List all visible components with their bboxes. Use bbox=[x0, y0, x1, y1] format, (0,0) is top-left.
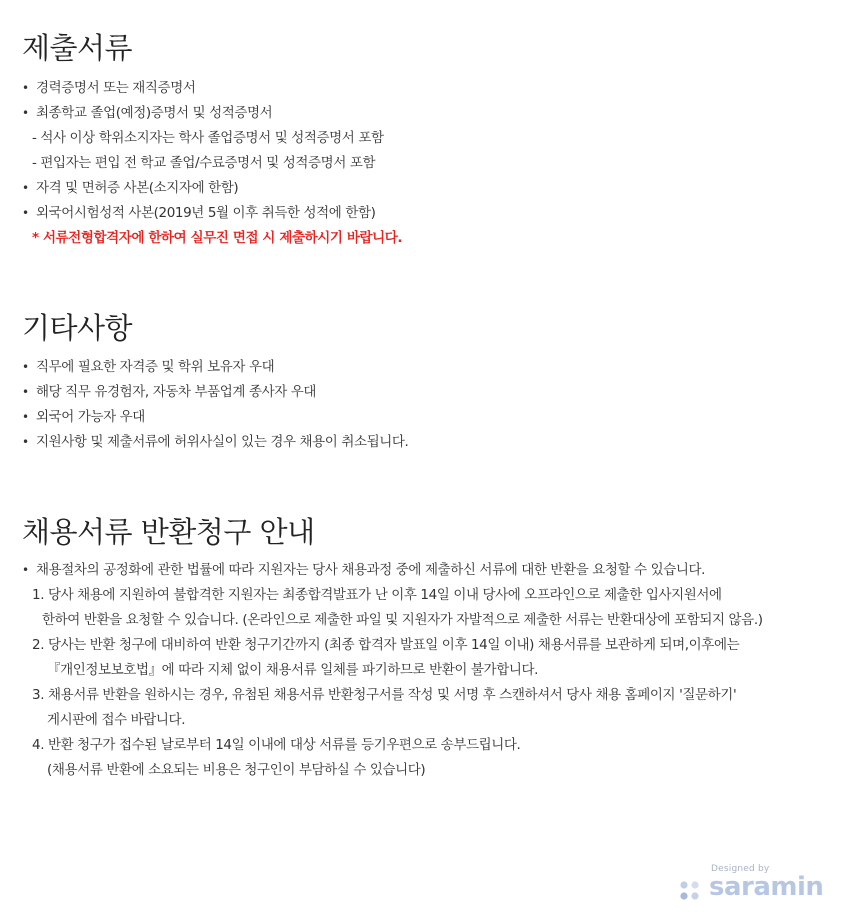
documents-list bbox=[22, 76, 852, 251]
etc-section bbox=[22, 310, 852, 455]
numbered-item-continuation: 『개인정보보호법』에 따라 지체 없이 채용서류 일체를 파기하므로 반환이 불가합니다. bbox=[47, 662, 539, 678]
numbered-item-continuation: (채용서류 반환에 소요되는 비용은 청구인이 부담하실 수 있습니다) bbox=[47, 762, 426, 778]
documents-section bbox=[22, 30, 852, 251]
bullet-icon: • bbox=[22, 410, 29, 424]
list-item: • 자격 및 면허증 사본(소지자에 한함) bbox=[22, 176, 852, 201]
numbered-item-continuation: 한하여 반환을 요청할 수 있습니다. (온라인으로 제출한 파일 및 지원자가 자발적으로 제출한 서류는 반환대상에 포함되지 않음.) bbox=[42, 612, 763, 628]
list-subitem: - 편입자는 편입 전 학교 졸업/수료증명서 및 성적증명서 포함 bbox=[32, 155, 376, 171]
numbered-item-continuation: 게시판에 접수 바랍니다. bbox=[47, 712, 186, 728]
list-item: • 채용절차의 공정화에 관한 법률에 따라 지원자는 당사 채용과정 중에 제출하신 서류에 대한 반환을 요청할 수 있습니다. bbox=[22, 558, 852, 583]
bullet-icon: • bbox=[22, 81, 29, 95]
bullet-icon: • bbox=[22, 181, 29, 195]
numbered-item: 2. 당사는 반환 청구에 대비하여 반환 청구기간까지 (최종 합격자 발표일 이후 14일 이내) 채용서류를 보관하게 되며,이후에는 bbox=[32, 637, 740, 653]
bullet-icon: • bbox=[22, 563, 29, 577]
list-item: • 해당 직무 유경험자, 자동차 부품업계 종사자 우대 bbox=[22, 380, 852, 405]
bullet-icon: • bbox=[22, 385, 29, 399]
saramin-logo bbox=[678, 864, 824, 904]
saramin-dots-icon bbox=[678, 880, 702, 904]
list-item: • 외국어 가능자 우대 bbox=[22, 405, 852, 430]
list-item: • 직무에 필요한 자격증 및 학위 보유자 우대 bbox=[22, 355, 852, 380]
document-return-section bbox=[22, 514, 852, 783]
document-return-list bbox=[22, 558, 852, 783]
saramin-wordmark: saramin bbox=[709, 872, 824, 902]
list-subitem: - 석사 이상 학위소지자는 학사 졸업증명서 및 성적증명서 포함 bbox=[32, 130, 384, 146]
bullet-icon: • bbox=[22, 360, 29, 374]
list-item: • 최종학교 졸업(예정)증명서 및 성적증명서 bbox=[22, 101, 852, 126]
bullet-icon: • bbox=[22, 206, 29, 220]
numbered-item: 4. 반환 청구가 접수된 날로부터 14일 이내에 대상 서류를 등기우편으로 송부드립니다. bbox=[32, 737, 521, 753]
interview-notice: * 서류전형합격자에 한하여 실무진 면접 시 제출하시기 바랍니다. bbox=[32, 230, 403, 246]
list-item: • 지원사항 및 제출서류에 허위사실이 있는 경우 채용이 취소됩니다. bbox=[22, 430, 852, 455]
numbered-item: 1. 당사 채용에 지원하여 불합격한 지원자는 최종합격발표가 난 이후 14일 이내 당사에 오프라인으로 제출한 입사지원서에 bbox=[32, 587, 722, 603]
etc-title: 기타사항 bbox=[22, 311, 133, 345]
list-item: • 경력증명서 또는 재직증명서 bbox=[22, 76, 852, 101]
document-return-title: 채용서류 반환청구 안내 bbox=[22, 515, 315, 549]
list-item: • 외국어시험성적 사본(2019년 5월 이후 취득한 성적에 한함) bbox=[22, 201, 852, 226]
bullet-icon: • bbox=[22, 435, 29, 449]
documents-title: 제출서류 bbox=[22, 31, 133, 65]
numbered-item: 3. 채용서류 반환을 원하시는 경우, 유첨된 채용서류 반환청구서를 작성 및 서명 후 스캔하셔서 당사 채용 홈페이지 '질문하기' bbox=[32, 687, 737, 703]
designed-by-label: Designed by bbox=[711, 864, 770, 874]
etc-list bbox=[22, 355, 852, 455]
bullet-icon: • bbox=[22, 106, 29, 120]
